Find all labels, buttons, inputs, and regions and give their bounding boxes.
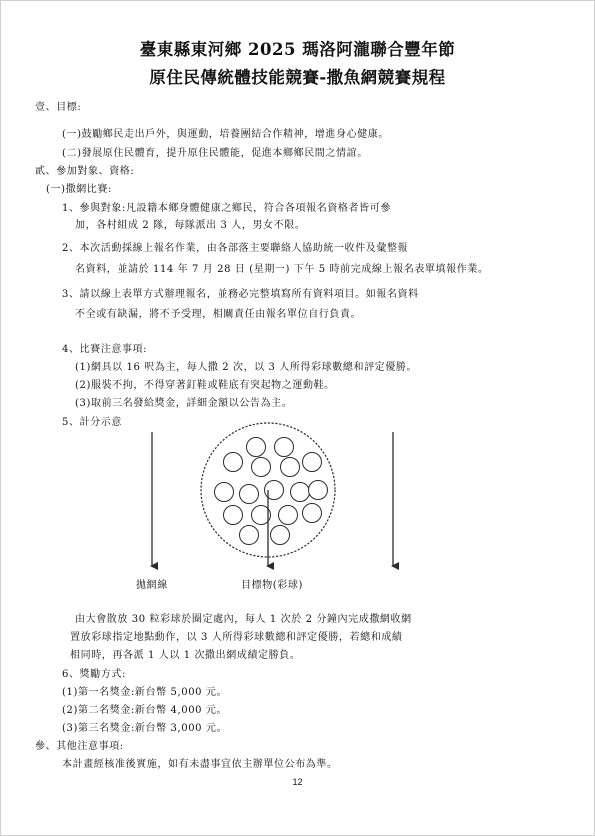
goal-item-1: (一)鼓勵鄉民走出戶外，與運動，培養團結合作精神，增進身心健康。	[62, 129, 390, 140]
section-3-heading: 參、其他注意事項:	[35, 741, 124, 752]
ball-group	[215, 438, 328, 545]
section-1-heading: 壹、目標:	[35, 102, 82, 113]
description-line-2: 置放彩球指定地點動作，以 3 人所得彩球數總和評定優勝，若總和成績	[70, 632, 403, 643]
description-line-3: 相同時，再各派 1 人以 1 次撒出網成績定勝負。	[70, 650, 301, 661]
rule-1-line-1: 1、參與對象:凡設籍本鄉身體健康之鄉民，符合各項報名資格者皆可參	[62, 203, 391, 214]
award-item-1: (1)第一名獎金:新台幣 5,000 元。	[62, 687, 228, 698]
section-3-body: 本計畫經核准後實施，如有未盡事宜依主辦單位公布為準。	[62, 759, 338, 770]
goal-item-2: (二)發展原住民體育，提升原住民體能，促進本鄉鄉民間之情誼。	[62, 148, 368, 159]
award-item-3: (3)第三名獎金:新台幣 3,000 元。	[62, 723, 228, 734]
colored-ball	[279, 506, 298, 525]
rule-4-item-3: (3)取前三名發給獎金，詳細金額以公告為主。	[75, 398, 293, 409]
colored-ball	[215, 483, 234, 502]
document-title-line-1: 臺東縣東河鄉 2025 瑪洛阿瀧聯合豐年節	[139, 40, 456, 59]
colored-ball	[240, 485, 259, 504]
rule-4-item-1: (1)網具以 16 呎為主，每人撒 2 次，以 3 人所得彩球數總和評定優勝。	[75, 362, 418, 373]
colored-ball	[281, 458, 300, 477]
throw-line-label: 拋網線	[136, 580, 168, 591]
colored-ball	[224, 453, 243, 472]
colored-ball	[275, 438, 294, 457]
colored-ball	[303, 453, 322, 472]
rule-2-line-2: 名資料，並請於 114 年 7 月 28 日 (星期一) 下午 5 時前完成線上報名表單填報作業。	[75, 264, 489, 275]
target-object-label: 目標物(彩球)	[241, 580, 304, 591]
colored-ball	[271, 526, 290, 545]
rule-3-line-2: 不全或有缺漏，將不予受理，相關責任由報名單位自行負責。	[75, 309, 362, 320]
section-2-subheading: (一)撒網比賽:	[46, 184, 112, 195]
colored-ball	[247, 438, 266, 457]
rule-3-line-1: 3、請以線上表單方式辦理報名，並務必完整填寫所有資料項目。如報名資料	[62, 289, 419, 300]
rule-1-line-2: 加，各村組成 2 隊，每隊派出 3 人，男女不限。	[75, 220, 306, 231]
rule-2-line-1: 2、本次活動採線上報名作業，由各部落主要聯絡人協助統一收件及彙整報	[62, 243, 409, 254]
rule-4-item-2: (2)服裝不拘，不得穿著釘鞋或鞋底有突起物之運動鞋。	[75, 380, 335, 391]
page-number: 12	[292, 777, 303, 787]
description-line-1: 由大會散放 30 粒彩球於圈定處內，每人 1 次於 2 分鐘內完成撒網收網	[75, 614, 412, 625]
awards-heading: 6、獎勵方式:	[62, 669, 126, 680]
colored-ball	[291, 483, 310, 502]
colored-ball	[240, 526, 259, 545]
rule-4-heading: 4、比賽注意事項:	[62, 344, 148, 355]
rule-5-heading: 5、計分示意	[62, 417, 122, 428]
award-item-2: (2)第二名獎金:新台幣 4,000 元。	[62, 705, 228, 716]
section-2-heading: 貳、參加對象、資格:	[35, 166, 135, 177]
colored-ball	[224, 506, 243, 525]
colored-ball	[303, 504, 322, 523]
colored-ball	[252, 458, 271, 477]
colored-ball	[309, 481, 328, 500]
document-title-line-2: 原住民傳統體技能競賽-撒魚網競賽規程	[149, 68, 446, 87]
